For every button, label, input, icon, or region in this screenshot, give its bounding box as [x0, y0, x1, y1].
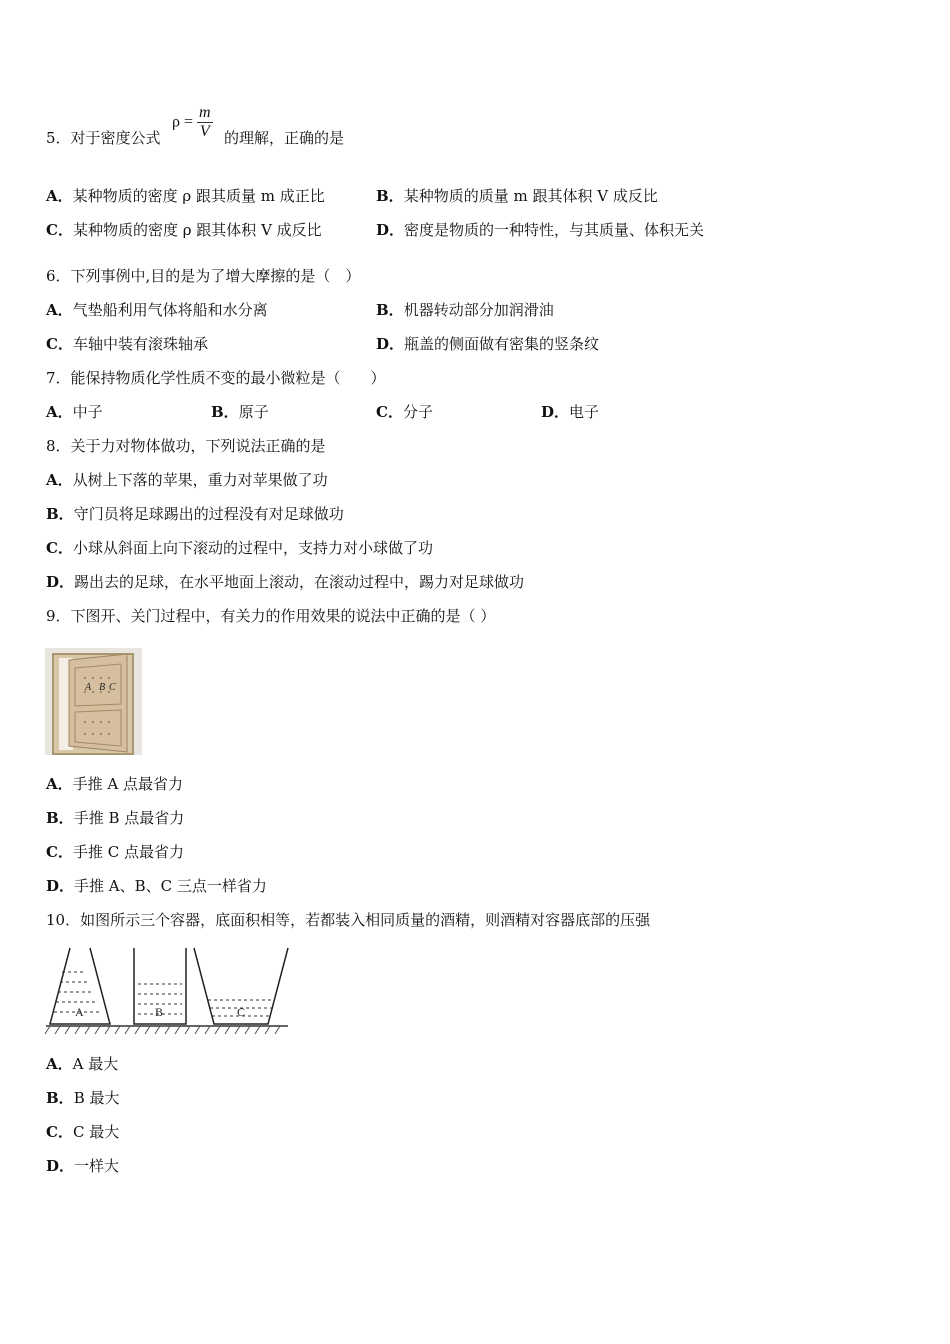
q6-option-c — [46, 334, 208, 354]
option-text: 从树上下落的苹果，重力对苹果做了功 — [72, 471, 328, 489]
q5-prefix: 5．对于密度公式 — [46, 129, 161, 147]
option-text: 某种物质的密度 ρ 跟其质量 m 成正比 — [72, 187, 325, 205]
q8-option-a — [46, 470, 328, 490]
option-text: C 最大 — [72, 1123, 120, 1141]
option-label: B． — [376, 301, 404, 319]
q7-option-d — [541, 402, 599, 422]
option-text: 气垫船利用气体将船和水分离 — [72, 301, 268, 319]
formula-fraction — [197, 104, 213, 141]
door-figure — [45, 648, 142, 755]
q5-suffix: 的理解，正确的是 — [224, 129, 345, 147]
option-label: A． — [46, 301, 73, 319]
option-label: B． — [211, 403, 239, 421]
option-text: 机器转动部分加润滑油 — [403, 301, 554, 319]
formula-rho: ρ = — [172, 113, 194, 131]
q7-option-b — [211, 402, 269, 422]
option-label: A． — [46, 471, 73, 489]
formula-numerator: m — [199, 104, 211, 121]
option-text: 电子 — [569, 403, 600, 421]
q9-option-d — [46, 876, 267, 896]
q10-option-c — [46, 1122, 119, 1142]
option-text: 原子 — [238, 403, 269, 421]
q5-option-d — [376, 220, 704, 240]
door-label-a: A — [85, 682, 92, 693]
option-text: 踢出去的足球，在水平地面上滚动，在滚动过程中，踢力对足球做功 — [74, 573, 525, 591]
q6-option-d — [376, 334, 599, 354]
option-label: A． — [46, 187, 73, 205]
option-text: 车轴中装有滚珠轴承 — [72, 335, 208, 353]
q5-option-c — [46, 220, 322, 240]
option-label: C． — [46, 539, 73, 557]
option-label: A． — [46, 775, 73, 793]
q6-option-b — [376, 300, 554, 320]
option-text: 手推 A 点最省力 — [72, 775, 184, 793]
q6-stem: 6．下列事例中,目的是为了增大摩擦的是（ ） — [46, 267, 361, 285]
option-label: B． — [376, 187, 404, 205]
q5-option-a — [46, 186, 325, 206]
option-label: D． — [541, 403, 570, 421]
option-label: B． — [46, 1089, 74, 1107]
q7-stem: 7．能保持物质化学性质不变的最小微粒是（ ） — [46, 369, 386, 387]
containers-figure — [44, 944, 290, 1036]
option-text: 分子 — [402, 403, 433, 421]
q10-option-a — [46, 1054, 118, 1074]
option-label: C． — [46, 221, 73, 239]
option-label: D． — [46, 573, 75, 591]
option-text: 手推 C 点最省力 — [72, 843, 184, 861]
q10-option-d — [46, 1156, 119, 1176]
option-label: C． — [46, 843, 73, 861]
q8-option-c — [46, 538, 433, 558]
container-label-c: C — [237, 1005, 246, 1019]
option-label: D． — [376, 335, 405, 353]
option-text: 中子 — [72, 403, 103, 421]
q5-option-b — [376, 186, 658, 206]
option-label: B． — [46, 809, 74, 827]
formula-denominator: V — [199, 123, 210, 140]
option-text: A 最大 — [72, 1055, 119, 1073]
option-text: 守门员将足球踢出的过程没有对足球做功 — [73, 505, 344, 523]
option-label: A． — [46, 1055, 73, 1073]
door-label-c: C — [109, 682, 116, 693]
option-text: 瓶盖的侧面做有密集的竖条纹 — [404, 335, 600, 353]
q8-option-b — [46, 504, 344, 524]
option-text: 某种物质的质量 m 跟其体积 V 成反比 — [403, 187, 658, 205]
q9-option-a — [46, 774, 183, 794]
density-formula — [172, 104, 213, 141]
q5-suffix-line — [224, 128, 344, 148]
option-text: 密度是物质的一种特性，与其质量、体积无关 — [404, 221, 705, 239]
q5-stem — [46, 128, 161, 148]
option-label: D． — [46, 877, 75, 895]
option-label: D． — [46, 1157, 75, 1175]
q8-option-d — [46, 572, 524, 592]
q7-option-a — [46, 402, 103, 422]
option-label: D． — [376, 221, 405, 239]
option-label: A． — [46, 403, 73, 421]
option-text: B 最大 — [73, 1089, 120, 1107]
option-label: C． — [46, 1123, 73, 1141]
q10-stem: 10．如图所示三个容器，底面积相等，若都装入相同质量的酒精，则酒精对容器底部的压强 — [46, 911, 651, 929]
container-label-a: A — [75, 1005, 84, 1019]
container-label-b: B — [155, 1005, 164, 1019]
option-label: C． — [46, 335, 73, 353]
option-text: 手推 B 点最省力 — [73, 809, 185, 827]
option-text: 手推 A、B、C 三点一样省力 — [74, 877, 267, 895]
q9-option-b — [46, 808, 184, 828]
option-label: C． — [376, 403, 403, 421]
q7-option-c — [376, 402, 433, 422]
option-text: 某种物质的密度 ρ 跟其体积 V 成反比 — [72, 221, 322, 239]
q9-option-c — [46, 842, 184, 862]
option-label: B． — [46, 505, 74, 523]
q6-option-a — [46, 300, 268, 320]
q8-stem: 8．关于力对物体做功，下列说法正确的是 — [46, 437, 326, 455]
option-text: 小球从斜面上向下滚动的过程中，支持力对小球做了功 — [72, 539, 433, 557]
door-label-b: B — [99, 682, 106, 693]
option-text: 一样大 — [74, 1157, 120, 1175]
q10-option-b — [46, 1088, 119, 1108]
q9-stem: 9．下图开、关门过程中，有关力的作用效果的说法中正确的是（ ） — [46, 607, 496, 625]
